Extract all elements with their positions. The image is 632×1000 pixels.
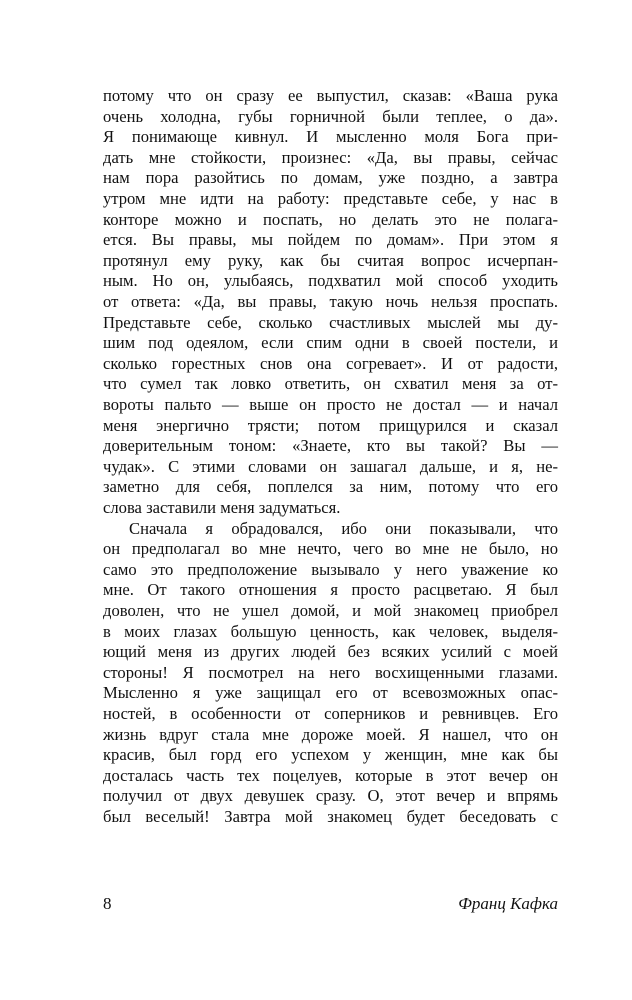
text-line: Мысленно я уже защищал его от всевозможных опас-	[103, 683, 558, 703]
text-line: Представьте себе, сколько счастливых мыслей мы ду-	[103, 312, 558, 332]
text-line: ющий меня из других людей без всяких усилий с моей	[103, 642, 558, 662]
text-line: ется. Вы правы, мы пойдем по домам». При этом я	[103, 230, 558, 250]
text-line: нам пора разойтись по домам, уже поздно, а завтра	[103, 168, 558, 188]
text-line: Сначала я обрадовался, ибо они показывали, что	[129, 518, 558, 538]
text-line: был веселый! Завтра мой знакомец будет беседовать с	[103, 807, 558, 826]
text-line: потому что он сразу ее выпустил, сказав: «Ваша рука	[103, 86, 558, 105]
text-line: меня энергично трясти; потом прищурился и сказал	[103, 415, 558, 435]
text-line: от ответа: «Да, вы правы, такую ночь нельзя проспать.	[103, 292, 558, 311]
text-line: вороты пальто — выше он просто не достал — и начал	[103, 395, 558, 414]
text-line: доверительным тоном: «Знаете, кто вы такой? Вы —	[103, 436, 558, 456]
text-line: ностей, в особенности от соперников и ревнивцев. Его	[103, 704, 558, 723]
text-line: чудак». С этими словами он зашагал дальше, и я, не-	[103, 456, 558, 476]
text-line: конторе можно и поспать, но делать это не полага-	[103, 209, 558, 229]
text-line: шим под одеялом, если спим одни в своей постели, и	[103, 333, 558, 353]
text-line: в моих глазах большую ценность, как человек, выделя-	[103, 621, 558, 641]
text-line: ным. Но он, улыбаясь, подхватил мой способ уходить	[103, 271, 558, 291]
text-line: мне. От такого отношения я просто расцветаю. Я был	[103, 580, 558, 600]
page-number: 8	[103, 894, 112, 913]
text-line: Я понимающе кивнул. И мысленно моля Бога при-	[103, 127, 558, 147]
text-line: жизнь вдруг стала мне дороже моей. Я нашел, что он	[103, 724, 558, 744]
text-line: протянул ему руку, как бы считая вопрос исчерпан-	[103, 250, 558, 270]
text-line: утром мне идти на работу: представьте себе, у нас в	[103, 189, 558, 208]
text-line: что сумел так ловко ответить, он схватил меня за от-	[103, 374, 558, 394]
text-line: стороны! Я посмотрел на него восхищенными глазами.	[103, 662, 558, 682]
text-line: получил от двух девушек сразу. О, этот вечер и впрямь	[103, 786, 558, 806]
text-line: он предполагал во мне нечто, чего во мне не было, но	[103, 539, 558, 559]
text-line: сколько горестных снов она согревает». И от радости,	[103, 353, 558, 373]
text-line: заметно для себя, поплелся за ним, потому что его	[103, 477, 558, 497]
running-title: Франц Кафка	[458, 894, 558, 913]
text-line: дать мне стойкости, произнес: «Да, вы правы, сейчас	[103, 147, 558, 167]
text-line: красив, был горд его успехом у женщин, мне как бы	[103, 745, 558, 765]
text-line: доволен, что не ушел домой, и мой знакомец приобрел	[103, 601, 558, 620]
text-line: досталась часть тех поцелуев, которые в этот вечер он	[103, 765, 558, 785]
text-line: очень холодна, губы горничной были теплее, о да».	[103, 106, 558, 126]
text-line: само это предположение вызывало у него уважение ко	[103, 559, 558, 579]
text-line: слова заставили меня задуматься.	[103, 498, 341, 517]
